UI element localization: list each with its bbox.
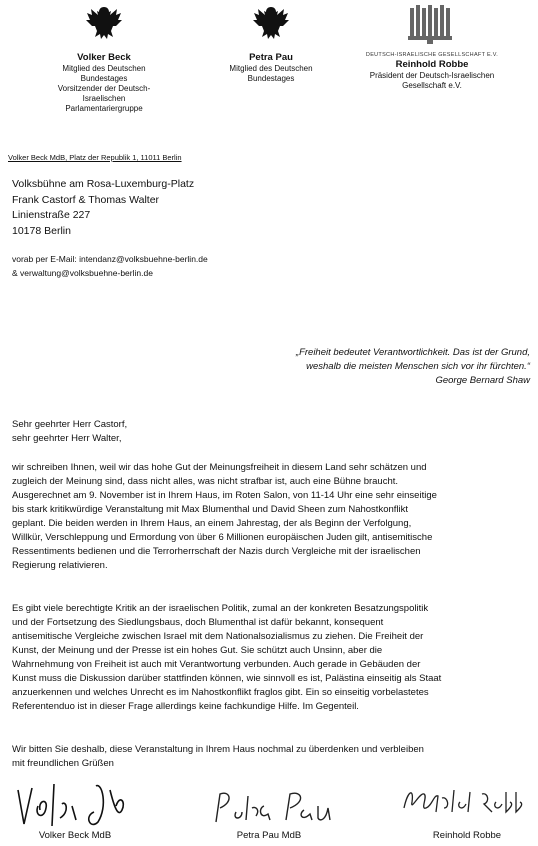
paragraph-line: antisemitische Vergleiche zwischen Israel mit dem Nationalsozialismus zu ziehen. Die Freiheit der	[12, 631, 424, 642]
paragraph-2	[12, 602, 528, 714]
sender-line: Bundestages	[247, 74, 295, 83]
paragraph-1	[12, 461, 528, 573]
sender-name: Reinhold Robbe	[395, 59, 469, 70]
salutation-line: Sehr geehrter Herr Castorf,	[12, 419, 128, 430]
paragraph-line: Referentenduo ist in dieser Frage allerdings keine fachkundige Hilfe. Im Gegenteil.	[12, 701, 359, 712]
paragraph-line: Es gibt viele berechtigte Kritik an der israelischen Politik, zumal an der konkreten Besatzungspolitik	[12, 603, 429, 614]
sender-line: Israelischen Parlamentariergruppe	[65, 94, 143, 113]
signature-volker-beck	[10, 776, 140, 836]
salutation	[12, 418, 127, 446]
paragraph-line: mit freundlichen Grüßen	[12, 758, 114, 769]
bundestag-eagle-icon	[84, 3, 124, 43]
quote-line: „Freiheit bedeutet Verantwortlichkeit. Das ist der Grund,	[295, 347, 530, 358]
sender-line: Mitglied des Deutschen	[229, 64, 313, 73]
sender-line: Gesellschaft e.V.	[402, 81, 462, 90]
paragraph-line: Willkür, Verschleppung und Ermordung von über 6 Millionen europäischen Juden gilt, antisemitische	[12, 532, 433, 543]
paragraph-line: und der Fortsetzung des Siedlungsbaus, doch Blumenthal ist dafür bekannt, konsequent	[12, 617, 384, 628]
paragraph-line: zugleich der Meinung sind, dass nicht alles, was nicht strafbar ist, auch eine Bühne braucht.	[12, 476, 399, 487]
paragraph-line: Kunst muss die Diskussion darüber stattfinden können, wie sinnvoll es ist, Palästina einseitig als Staat	[12, 673, 442, 684]
email-note	[12, 253, 208, 280]
salutation-line: sehr geehrter Herr Walter,	[12, 433, 122, 444]
signature-reinhold-robbe	[398, 778, 528, 828]
return-address: Volker Beck MdB, Platz der Republik 1, 11011 Berlin	[8, 153, 182, 162]
paragraph-line: wir schreiben Ihnen, weil wir das hohe Gut der Meinungsfreiheit in diesem Land sehr schätzen und	[12, 462, 427, 473]
paragraph-line: Ausgerechnet am 9. November ist in Ihrem Haus, im Roten Salon, von 11-14 Uhr eine sehr einseitige	[12, 490, 437, 501]
menorah-logo-icon	[402, 2, 458, 46]
paragraph-line: geplant. Die beiden werden in Ihrem Haus, an einem Jahrestag, der als Beginn der Verfolgung,	[12, 518, 412, 529]
signature-label: Petra Pau MdB	[236, 830, 302, 841]
paragraph-line: Kunst, der Meinung und der Presse ist ein hohes Gut. Sie schützt auch Unsinn, aber die	[12, 645, 383, 656]
quote-author: George Bernard Shaw	[435, 375, 530, 386]
recipient-line: 10178 Berlin	[12, 224, 71, 237]
sender-line: Vorsitzender der Deutsch-	[57, 84, 151, 93]
paragraph-line: Wahrnehmung von Freiheit ist auch mit Verantwortung verbunden. Auch gerade in Gebäuden der	[12, 659, 421, 670]
signature-label: Volker Beck MdB	[38, 830, 112, 841]
quote-line: weshalb die meisten Menschen sich vor ihr fürchten.“	[306, 361, 530, 372]
sender-line: Mitglied des Deutschen	[62, 64, 146, 73]
paragraph-line: bis stark kritikwürdige Veranstaltung mit Max Blumenthal und David Sheen zum Nahostkonflikt	[12, 504, 409, 515]
recipient-line: Linienstraße 227	[12, 209, 91, 221]
sender-reinhold-robbe	[362, 52, 502, 91]
signature-label: Reinhold Robbe	[432, 830, 502, 841]
signature-petra-pau	[208, 786, 338, 836]
sender-name: Petra Pau	[249, 52, 293, 63]
email-line: & verwaltung@volksbuehne-berlin.de	[12, 267, 153, 278]
sender-line: Bundestages	[80, 74, 128, 83]
recipient-address	[12, 177, 194, 239]
recipient-line: Volksbühne am Rosa-Luxemburg-Platz	[12, 178, 195, 190]
sender-line: Präsident der Deutsch-Israelischen	[369, 71, 495, 80]
epigraph-quote	[210, 346, 530, 388]
paragraph-line: Regierung relativieren.	[12, 560, 108, 571]
sender-volker-beck	[46, 52, 162, 114]
paragraph-line: anzuerkennen und welches Unrecht es im Nahostkonflikt fraglos gibt. Ein so einseitig vorbelastetes	[12, 687, 429, 698]
sender-petra-pau	[213, 52, 329, 84]
logo-org-name: DEUTSCH-ISRAELISCHE GESELLSCHAFT E.V.	[365, 52, 499, 58]
paragraph-line: Wir bitten Sie deshalb, diese Veranstaltung in Ihrem Haus nochmal zu überdenken und verbleiben	[12, 744, 424, 755]
bundestag-eagle-icon	[251, 3, 291, 43]
paragraph-line: Ressentiments bedienen und die Terrorherrschaft der Nazis durch Vergleiche mit der israelischen	[12, 546, 421, 557]
recipient-line: Frank Castorf & Thomas Walter	[12, 193, 160, 206]
email-line: vorab per E-Mail: intendanz@volksbuehne-berlin.de	[12, 254, 208, 264]
paragraph-3	[12, 743, 528, 771]
sender-name: Volker Beck	[77, 52, 131, 63]
